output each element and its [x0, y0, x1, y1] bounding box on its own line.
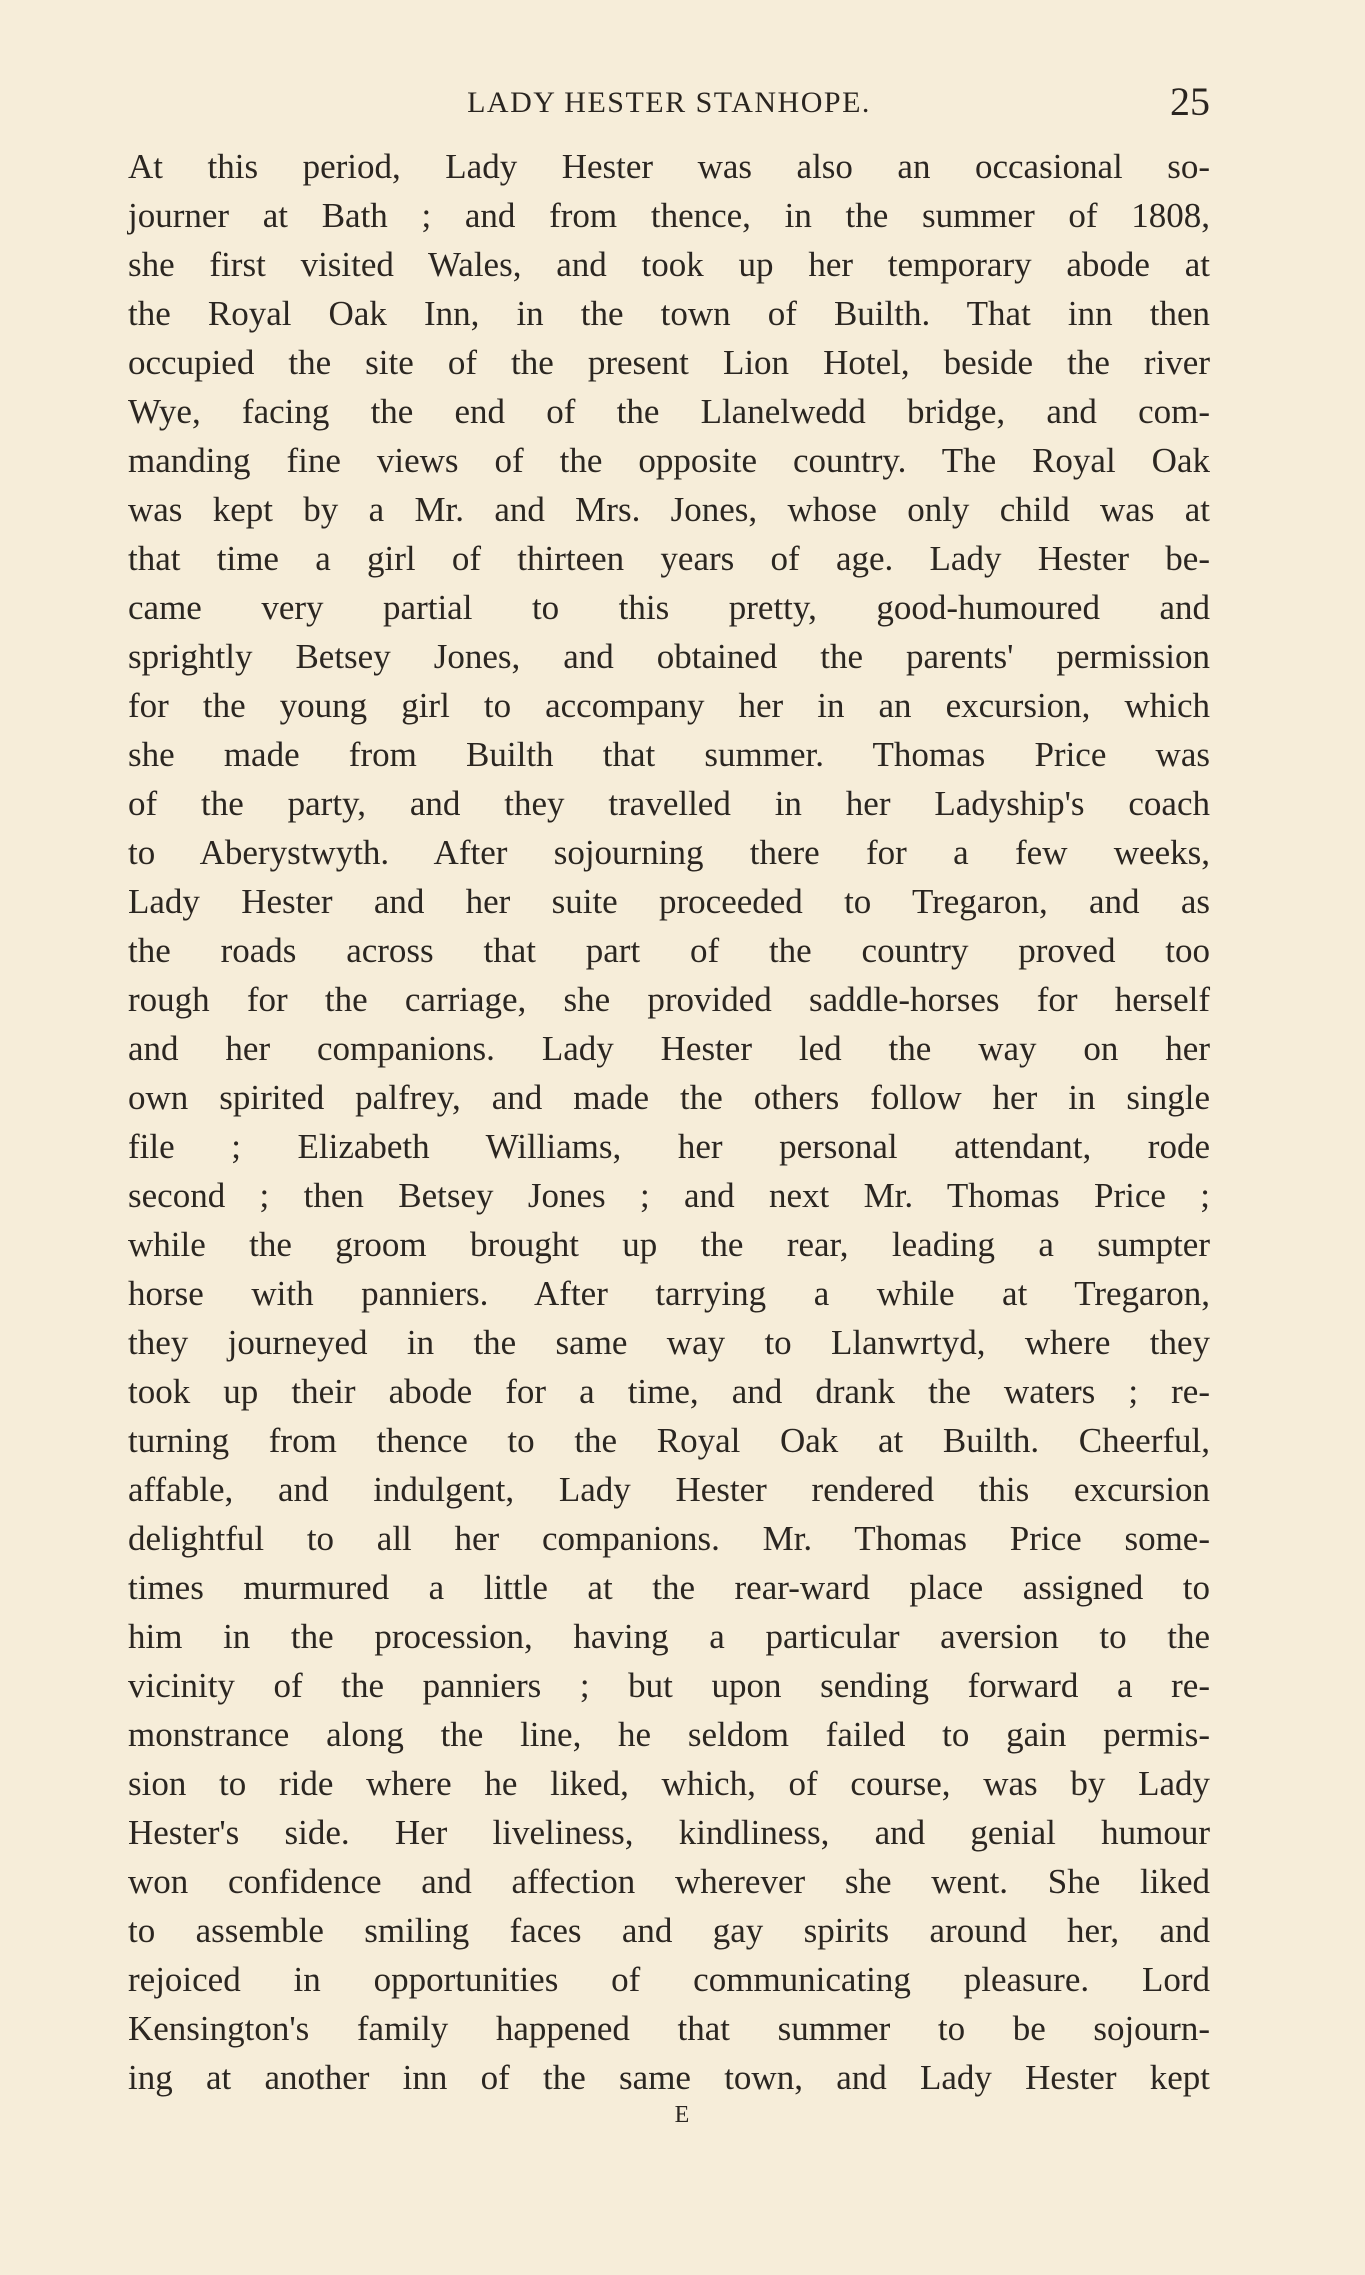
text-line: took up their abode for a time, and drank the waters ; re-: [128, 1372, 1210, 1411]
text-line: won confidence and affection wherever she went. She liked: [128, 1862, 1210, 1901]
text-line: that time a girl of thirteen years of age. Lady Hester be-: [128, 539, 1210, 578]
text-line: Lady Hester and her suite proceeded to Tregaron, and as: [128, 882, 1210, 921]
text-line: own spirited palfrey, and made the others follow her in single: [128, 1078, 1210, 1117]
text-line: and her companions. Lady Hester led the way on her: [128, 1029, 1210, 1068]
text-line: vicinity of the panniers ; but upon sending forward a re-: [128, 1666, 1210, 1705]
text-line: rough for the carriage, she provided saddle-horses for herself: [128, 980, 1210, 1019]
text-line: journer at Bath ; and from thence, in the summer of 1808,: [128, 196, 1210, 235]
signature-mark: E: [674, 2102, 691, 2128]
text-line: to assemble smiling faces and gay spirits around her, and: [128, 1911, 1210, 1950]
text-line: of the party, and they travelled in her Ladyship's coach: [128, 784, 1210, 823]
text-line: second ; then Betsey Jones ; and next Mr. Thomas Price ;: [128, 1176, 1210, 1215]
text-line: Hester's side. Her liveliness, kindliness, and genial humour: [128, 1813, 1210, 1852]
text-line: was kept by a Mr. and Mrs. Jones, whose only child was at: [128, 490, 1210, 529]
text-line: sprightly Betsey Jones, and obtained the parents' permission: [128, 637, 1210, 676]
text-line: while the groom brought up the rear, leading a sumpter: [128, 1225, 1210, 1264]
body-paragraph: [128, 142, 1210, 2102]
text-line: At this period, Lady Hester was also an occasional so-: [128, 147, 1210, 186]
text-line: for the young girl to accompany her in an excursion, which: [128, 686, 1210, 725]
text-line: she first visited Wales, and took up her temporary abode at: [128, 245, 1210, 284]
running-title: LADY HESTER STANHOPE.: [467, 86, 871, 119]
text-line: horse with panniers. After tarrying a while at Tregaron,: [128, 1274, 1210, 1313]
text-line: she made from Builth that summer. Thomas Price was: [128, 735, 1210, 774]
page-number: 25: [1170, 79, 1210, 124]
text-line: Wye, facing the end of the Llanelwedd bridge, and com-: [128, 392, 1210, 431]
text-line: turning from thence to the Royal Oak at Builth. Cheerful,: [128, 1421, 1210, 1460]
text-line: rejoiced in opportunities of communicating pleasure. Lord: [128, 1960, 1210, 1999]
text-line: sion to ride where he liked, which, of course, was by Lady: [128, 1764, 1210, 1803]
page-header: [128, 78, 1210, 128]
text-line: came very partial to this pretty, good-humoured and: [128, 588, 1210, 627]
text-line: they journeyed in the same way to Llanwrtyd, where they: [128, 1323, 1210, 1362]
text-line: him in the procession, having a particular aversion to the: [128, 1617, 1210, 1656]
text-line: occupied the site of the present Lion Hotel, beside the river: [128, 343, 1210, 382]
text-line: ing at another inn of the same town, and Lady Hester kept: [128, 2058, 1210, 2097]
text-line: the roads across that part of the country proved too: [128, 931, 1210, 970]
text-line: the Royal Oak Inn, in the town of Builth. That inn then: [128, 294, 1210, 333]
text-line: manding fine views of the opposite country. The Royal Oak: [128, 441, 1210, 480]
text-line: affable, and indulgent, Lady Hester rendered this excursion: [128, 1470, 1210, 1509]
text-line: times murmured a little at the rear-ward place assigned to: [128, 1568, 1210, 1607]
text-line: delightful to all her companions. Mr. Thomas Price some-: [128, 1519, 1210, 1558]
text-line: to Aberystwyth. After sojourning there for a few weeks,: [128, 833, 1210, 872]
text-line: monstrance along the line, he seldom failed to gain permis-: [128, 1715, 1210, 1754]
text-line: file ; Elizabeth Williams, her personal attendant, rode: [128, 1127, 1210, 1166]
text-line: Kensington's family happened that summer to be sojourn-: [128, 2009, 1210, 2048]
